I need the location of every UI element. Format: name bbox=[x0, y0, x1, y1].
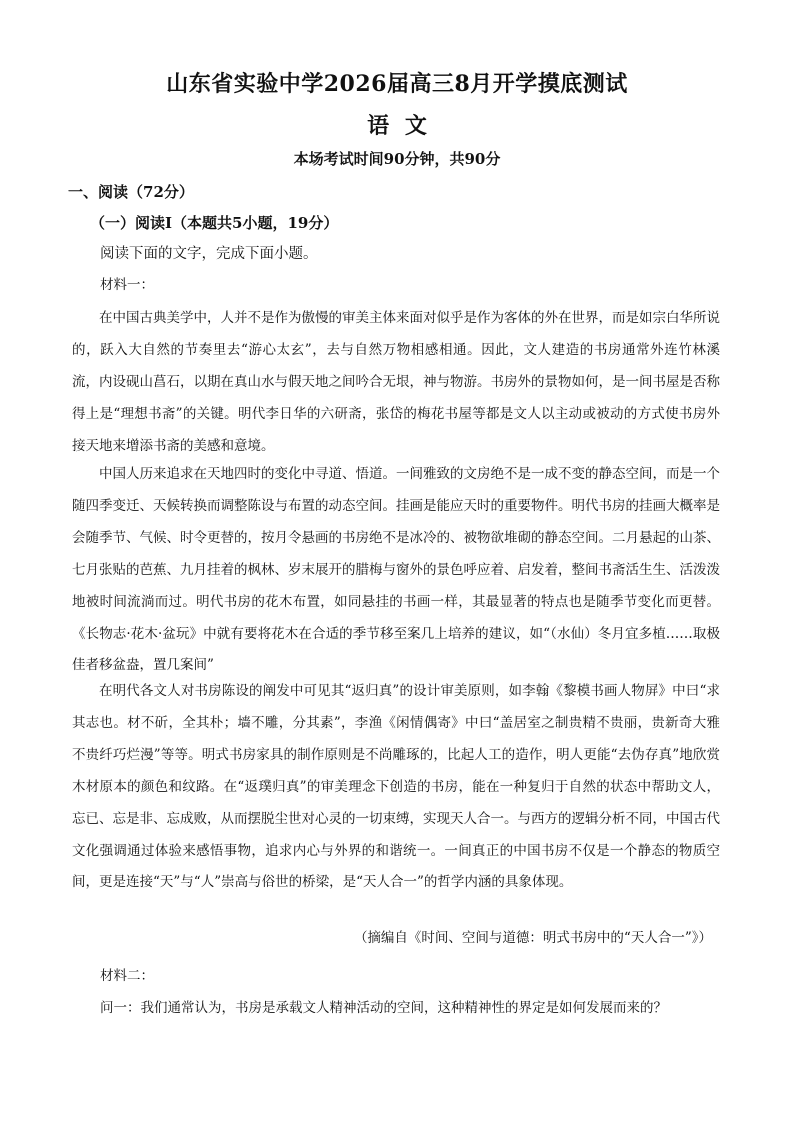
interview-question: 问一：我们通常认为，书房是承载文人精神活动的空间，这种精神性的界定是如何发展而来的？ bbox=[100, 1000, 667, 1016]
subject-title: 语 文 bbox=[367, 113, 427, 139]
page-title: 山东省实验中学2026届高三8月开学摸底测试 bbox=[166, 71, 628, 97]
section-heading: 一、阅读（72分） bbox=[68, 183, 194, 201]
material-one-paragraph-3: 在明代各文人对书房陈设的阐发中可见其“返归真”的设计审美原则，如李翰《黎模书画人物屏》中曰“求其志也。材不斫，全其朴；墙不雕，分其素”，李渔《闲情偶寄》中曰“盖居室之制贵精不贵丽，贵新奇大雅不贵纤巧烂漫”等等。明式书房家具的制作原则是不尚雕琢的，比起人工的造作，明人更能“去伪存真”地欣赏木材原本的颜色和纹路。在“返璞归真”的审美理念下创造的书房，能在一种复归于自然的状态中帮助文人，忘已、忘是非、忘成败，从而摆脱尘世对心灵的一切束缚，实现天人合一。与西方的逻辑分析不同，中国古代文化强调通过体验来感悟事物，追求内心与外界的和谐统一。一间真正的中国书房不仅是一个静态的物质空间，更是连接“天”与“人”崇高与俗世的桥梁，是“天人合一”的哲学内涵的具象体现。 bbox=[72, 683, 720, 891]
material-one-paragraph-2: 中国人历来追求在天地四时的变化中寻道、悟道。一间雅致的文房绝不是一成不变的静态空间，而是一个随四季变迁、天候转换而调整陈设与布置的动态空间。挂画是能应天时的重要物件。明代书房的挂画大概率是会随季节、气候、时令更替的，按月令悬画的书房绝不是冰冷的、被物欲堆砌的静态空间。二月悬起的山茶、七月张贴的芭蕉、九月挂着的枫林、岁末展开的腊梅与窗外的景色呼应着、启发着，整间书斋活生生、活泼泼地被时间流淌而过。明代书房的花木布置，如同悬挂的书画一样，其最显著的特点也是随季节变化而更替。《长物志·花木·盆玩》中就有要将花木在合适的季节移至案几上培养的建议，如“（水仙）冬月宜多植……取极佳者移盆盎，置几案间” bbox=[72, 466, 720, 674]
exam-info: 本场考试时间90分钟，共90分 bbox=[293, 150, 501, 168]
source-citation: （摘编自《时间、空间与道德：明式书房中的“天人合一”》） bbox=[353, 930, 712, 946]
material-one-paragraph-1: 在中国古典美学中，人并不是作为傲慢的审美主体来面对似乎是作为客体的外在世界，而是如宗白华所说的，跃入大自然的节奏里去“游心太玄”，去与自然万物相感相通。因此，文人建造的书房通常外连竹林溪流，内设砚山菖石，以期在真山水与假天地之间吟合无垠，神与物游。书房外的景物如何，是一间书屋是否称得上是“理想书斋”的关键。明代李日华的六研斋，张岱的梅花书屋等都是文人以主动或被动的方式使书房外接天地来增添书斋的美感和意境。 bbox=[72, 310, 720, 454]
subsection-heading: （一）阅读Ⅰ（本题共5小题，19分） bbox=[90, 214, 339, 232]
material-one-label: 材料一： bbox=[100, 277, 154, 293]
material-two-label: 材料二： bbox=[100, 968, 154, 984]
reading-instruction: 阅读下面的文字，完成下面小题。 bbox=[100, 246, 318, 262]
